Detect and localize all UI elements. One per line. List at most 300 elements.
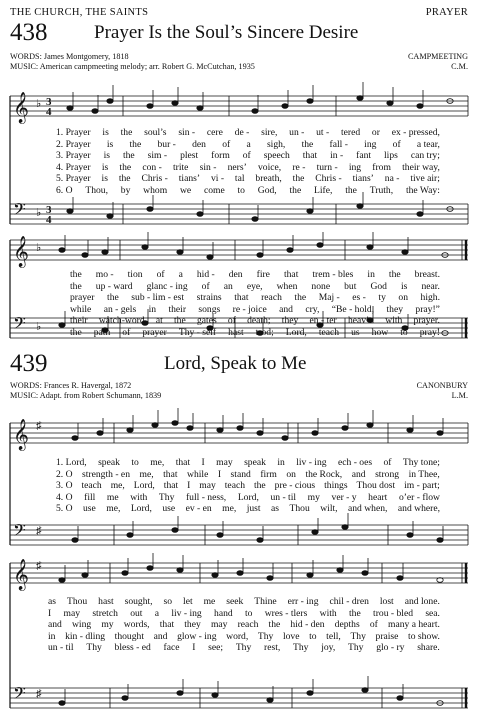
lyric-syllable: glo - ry <box>376 642 405 654</box>
lyric-syllable: me, <box>110 480 125 492</box>
lyric-syllable: face <box>163 642 180 654</box>
verse-line <box>48 596 440 608</box>
lyric-syllable: in <box>48 630 56 642</box>
lyric-syllable: may <box>199 480 216 492</box>
lyric-syllable: fall - <box>329 138 348 150</box>
verse-line <box>70 281 440 293</box>
tune-name: CAMPMEETING <box>407 52 468 61</box>
lyric-syllable: in <box>148 303 157 315</box>
hymn-number: 439 <box>10 350 48 377</box>
lyric-syllable: Maj - <box>318 292 340 304</box>
lyric-syllable: 5. Prayer <box>56 173 91 185</box>
lyric-syllable: of <box>369 619 378 631</box>
lyric-syllable: that <box>302 150 318 162</box>
svg-text:♯: ♯ <box>36 560 42 572</box>
lyric-syllable: stretch <box>92 607 118 619</box>
lyric-syllable: firm <box>260 468 277 480</box>
lyric-syllable: with <box>130 491 148 503</box>
lyric-syllable: fill <box>84 491 96 503</box>
lyric-syllable: is <box>106 138 114 150</box>
lyric-syllable: glow - ing <box>177 630 217 642</box>
lyric-syllable: hand <box>214 607 233 619</box>
verse-line <box>56 150 440 162</box>
lyric-syllable: trod; <box>255 326 274 338</box>
lyric-syllable: ing <box>348 161 362 173</box>
music-credit: MUSIC: Adapt. from Robert Schumann, 1839 <box>10 391 162 400</box>
lyric-syllable: come <box>203 184 225 196</box>
lyric-syllable: they <box>386 303 404 315</box>
lyric-syllable: or <box>371 127 380 138</box>
lyric-syllable: turn - <box>316 161 338 173</box>
svg-text:𝄢: 𝄢 <box>13 199 26 223</box>
lyric-syllable: me <box>203 596 216 607</box>
svg-text:𝄢: 𝄢 <box>13 313 26 337</box>
lyric-syllable: watch-word <box>98 315 145 327</box>
lyric-syllable: me, <box>222 503 237 515</box>
lyric-syllable: Thou <box>66 596 88 607</box>
lyric-syllable: soul’s <box>144 127 167 138</box>
lyric-syllable: me, <box>139 468 154 480</box>
lyric-syllable: o’er - flow <box>398 491 440 503</box>
lyric-syllable: a <box>178 269 183 280</box>
lyric-syllable: to <box>400 326 408 338</box>
lyric-syllable: cry, <box>305 303 320 315</box>
words-credit: WORDS: James Montgomery, 1818 <box>10 52 129 61</box>
svg-text:𝄞: 𝄞 <box>13 92 29 123</box>
lyric-syllable: and when, <box>348 503 388 515</box>
lyric-syllable: im - part; <box>404 480 440 492</box>
hymn-title: Prayer Is the Soul’s Sincere Desire <box>94 22 359 43</box>
lyric-syllable: many a heart. <box>388 619 440 631</box>
music-system <box>0 553 480 719</box>
lyric-syllable: trem - bles <box>312 269 354 280</box>
lyric-syllable: ev - en <box>185 503 212 515</box>
lyric-syllable: es - <box>352 292 366 304</box>
verse-line <box>48 619 440 631</box>
lyric-syllable: wres - tlers <box>264 607 308 619</box>
lyric-syllable: cere <box>206 127 223 138</box>
lyric-syllable: tion <box>127 269 143 280</box>
lyric-syllable: they <box>281 315 299 327</box>
lyric-syllable: un - <box>289 127 305 138</box>
lyric-syllable: their way, <box>402 161 440 173</box>
lyric-syllable: the <box>292 173 305 185</box>
verse-lyrics <box>56 457 440 515</box>
lyric-syllable: thought <box>114 630 144 642</box>
lyric-syllable: eye, <box>246 280 263 292</box>
lyric-syllable: with <box>385 315 403 327</box>
lyric-syllable: tell, <box>326 630 341 642</box>
lyric-syllable: God, <box>257 184 277 196</box>
svg-text:♭: ♭ <box>36 207 42 219</box>
lyric-syllable: 2. O <box>56 468 73 480</box>
verse-line <box>70 269 440 281</box>
lyric-syllable: when <box>276 280 298 292</box>
lyric-syllable: on <box>286 468 296 480</box>
lyric-syllable: use <box>162 503 176 515</box>
lyric-syllable: the <box>122 150 135 162</box>
lyric-syllable: while <box>187 468 209 480</box>
lyric-syllable: of <box>383 457 392 468</box>
lyric-syllable: heav’n <box>347 315 375 327</box>
verse-line <box>56 503 440 515</box>
lyric-syllable: the Way: <box>405 184 440 196</box>
lyric-syllable: Thine <box>254 596 277 607</box>
lyric-syllable: that <box>163 480 179 492</box>
lyric-syllable: my <box>307 491 320 503</box>
lyric-syllable: ex - pressed, <box>391 127 440 138</box>
lyric-syllable: so <box>163 596 173 607</box>
lyric-syllable: let <box>183 596 193 607</box>
lyric-syllable: of <box>242 150 251 162</box>
verse-line <box>56 480 440 492</box>
running-header-left: THE CHURCH, THE SAINTS <box>10 7 149 18</box>
lyric-syllable: of <box>156 269 165 280</box>
lyric-syllable: Thy <box>350 630 366 642</box>
lyric-syllable: to <box>237 184 245 196</box>
lyric-syllable: speak <box>244 457 266 468</box>
lyric-syllable: to <box>131 457 139 468</box>
lyric-syllable: the <box>345 184 357 196</box>
lyric-syllable: seek <box>226 596 244 607</box>
meter: L.M. <box>451 391 468 400</box>
lyric-syllable: the <box>70 269 82 280</box>
lyric-syllable: ing <box>364 138 377 150</box>
lyric-syllable: the <box>119 161 132 173</box>
lyric-syllable: fire <box>256 269 270 280</box>
svg-text:4: 4 <box>46 214 52 226</box>
lyric-syllable: wing <box>72 619 92 631</box>
lyric-syllable: trou - bled <box>373 607 414 619</box>
verse-line <box>56 127 440 139</box>
lyric-syllable: 1. Lord, <box>56 457 87 468</box>
lyric-syllable: as <box>48 596 56 607</box>
lyric-syllable: I <box>201 457 205 468</box>
lyric-syllable: ty <box>378 292 386 304</box>
lyric-syllable: and where, <box>397 503 440 515</box>
svg-text:𝄞: 𝄞 <box>13 419 29 450</box>
lyric-syllable: share. <box>417 642 440 654</box>
verse-line <box>56 457 440 469</box>
lyric-syllable: liv - ing <box>296 457 327 468</box>
lyric-syllable: 3. O <box>56 480 73 492</box>
lyric-syllable: kin - dling <box>65 630 106 642</box>
lyric-syllable: and <box>279 303 293 315</box>
lyric-syllable: death; <box>247 315 271 327</box>
lyric-syllable: plest <box>180 150 199 162</box>
lyric-syllable: their <box>70 315 88 327</box>
lyric-syllable: sought, <box>124 596 153 607</box>
lyric-syllable: 2. Prayer <box>56 138 91 150</box>
lyric-syllable: the <box>268 619 281 631</box>
lyric-syllable: sea. <box>425 607 440 619</box>
lyric-syllable: may <box>216 457 233 468</box>
lyric-syllable: Truth, <box>369 184 394 196</box>
lyric-syllable: from <box>372 161 391 173</box>
lyric-syllable: see; <box>208 642 224 654</box>
lyric-syllable: liv - ing <box>171 607 202 619</box>
verse-line <box>48 631 440 643</box>
lyric-syllable: prayer. <box>413 315 440 327</box>
svg-text:𝄢: 𝄢 <box>13 520 26 544</box>
lyric-syllable: none <box>311 280 331 292</box>
lyric-syllable: voice, <box>257 161 282 173</box>
lyric-syllable: in Thee, <box>408 468 440 480</box>
verse-line <box>70 315 440 327</box>
lyric-syllable: Thy <box>348 642 364 654</box>
lyric-syllable: sire, <box>261 127 278 138</box>
lyric-syllable: up - ward <box>95 280 133 292</box>
lyric-syllable: teach <box>224 480 246 492</box>
svg-text:𝄞: 𝄞 <box>13 559 29 590</box>
lyric-syllable: en - ter <box>309 315 337 327</box>
svg-text:𝄞: 𝄞 <box>13 236 29 267</box>
lyric-syllable: Lord, <box>237 491 259 503</box>
lyric-syllable: 3. Prayer <box>56 150 91 162</box>
verse-line <box>48 642 440 654</box>
lyric-syllable: of <box>222 138 231 150</box>
lyric-syllable: trite <box>172 161 189 173</box>
lyric-syllable: we <box>179 184 192 196</box>
lyric-syllable: is <box>401 280 408 292</box>
lyric-syllable: the <box>118 173 131 185</box>
lyric-syllable: rest, <box>264 642 281 654</box>
lyric-syllable: to <box>244 607 253 619</box>
lyric-syllable: I <box>217 468 222 480</box>
lyric-syllable: pray!” <box>415 303 440 315</box>
lyric-syllable: tive air; <box>410 173 440 185</box>
music-system <box>0 401 480 553</box>
lyric-syllable: wilt, <box>320 503 338 515</box>
lyric-syllable: by <box>120 184 131 196</box>
lyric-syllable: Thou, <box>85 184 108 196</box>
lyric-syllable: at <box>155 315 163 327</box>
lyric-syllable: con - <box>142 161 162 173</box>
lyric-syllable: Thy - self <box>178 326 217 338</box>
lyric-syllable: the <box>107 292 119 304</box>
lyric-syllable: den <box>228 269 243 280</box>
lyric-syllable: Lord, <box>130 503 152 515</box>
lyric-syllable: of <box>201 280 210 292</box>
lyric-syllable: with <box>319 607 337 619</box>
lyric-syllable: that <box>163 468 178 480</box>
lyric-syllable: teach <box>318 326 340 338</box>
lyric-syllable: teach <box>81 480 102 492</box>
lyric-syllable: the <box>289 184 302 196</box>
lyric-syllable: words, <box>123 619 150 631</box>
lyric-syllable: sigh, <box>266 138 286 150</box>
lyric-syllable: tians’ <box>352 173 374 185</box>
lyric-syllable: me, <box>106 503 121 515</box>
verse-line <box>56 173 440 185</box>
lyric-syllable: 4. Prayer <box>56 161 91 173</box>
lyric-syllable: an - gels <box>103 303 137 315</box>
lyric-syllable: lips <box>384 150 398 162</box>
verse-line <box>56 469 440 481</box>
verse-line <box>56 492 440 504</box>
verse-line <box>70 292 440 304</box>
lyric-syllable: the <box>388 269 401 280</box>
lyric-syllable: joy, <box>321 642 336 654</box>
lyric-syllable: mo - <box>95 269 114 280</box>
lyric-syllable: tal <box>234 173 245 185</box>
lyric-syllable: Chris - <box>315 173 342 185</box>
lyric-syllable: to show. <box>408 630 440 642</box>
hymn-title: Lord, Speak to Me <box>164 353 307 374</box>
lyric-syllable: of <box>227 315 236 327</box>
lyric-syllable: stand <box>230 468 251 480</box>
running-header-right: PRAYER <box>425 7 468 18</box>
lyric-syllable: near. <box>421 280 440 292</box>
lyric-syllable: us <box>351 326 360 338</box>
lyric-syllable: “Be - hold, <box>331 303 375 315</box>
svg-text:♯: ♯ <box>36 420 42 432</box>
lyric-syllable: Lord, <box>133 480 155 492</box>
music-system <box>0 232 480 344</box>
lyric-syllable: is <box>101 161 109 173</box>
lyric-syllable: strength - en <box>82 468 130 480</box>
lyric-syllable: they <box>184 619 201 631</box>
lyric-syllable: Thy <box>235 642 252 654</box>
lyric-syllable: hast <box>228 326 244 338</box>
svg-text:3: 3 <box>46 204 52 216</box>
lyric-syllable: prayer <box>70 292 95 304</box>
lyric-syllable: tered <box>340 127 361 138</box>
lyric-syllable: lost <box>379 596 394 607</box>
lyric-syllable: out <box>130 607 143 619</box>
lyric-syllable: to <box>309 630 317 642</box>
lyric-syllable: sin - <box>199 161 217 173</box>
verse-line <box>56 185 440 197</box>
lyric-syllable: the Rock, <box>305 468 343 480</box>
lyric-syllable: use <box>82 503 96 515</box>
lyric-syllable: ut - <box>316 127 330 138</box>
lyric-syllable: un - til <box>270 491 297 503</box>
lyric-syllable: that <box>234 292 249 304</box>
verse-line <box>70 304 440 316</box>
lyric-syllable: na - <box>384 173 400 185</box>
music-system <box>0 72 480 232</box>
lyric-syllable: Lord, <box>285 326 307 338</box>
lyric-syllable: fant <box>356 150 372 162</box>
lyric-syllable: breath, <box>255 173 282 185</box>
lyric-syllable: the <box>70 326 82 338</box>
lyric-syllable: in - <box>330 150 344 162</box>
lyric-syllable: me <box>106 491 119 503</box>
lyric-syllable: in <box>277 457 285 468</box>
lyric-syllable: is <box>101 173 108 185</box>
lyric-syllable: may <box>63 607 81 619</box>
lyric-syllable: gates <box>196 315 217 327</box>
lyric-syllable: I <box>187 480 191 492</box>
svg-text:♭: ♭ <box>36 98 42 110</box>
lyric-syllable: whom <box>143 184 168 196</box>
lyric-syllable: word, <box>226 630 249 642</box>
lyric-syllable: of <box>392 138 401 150</box>
verse-lyrics <box>70 269 440 339</box>
lyric-syllable: pray! <box>419 326 440 338</box>
lyric-syllable: Thou dost <box>356 480 396 492</box>
lyric-syllable: hid - <box>196 269 215 280</box>
lyric-syllable: a <box>154 607 160 619</box>
lyric-syllable: bless - ed <box>114 642 151 654</box>
lyric-syllable: and <box>153 630 168 642</box>
lyric-syllable: bur - <box>157 138 176 150</box>
lyric-syllable: I <box>48 607 52 619</box>
lyric-syllable: Thy <box>293 642 309 654</box>
svg-text:♭: ♭ <box>36 242 42 254</box>
lyric-syllable: the <box>349 607 361 619</box>
lyric-syllable: of <box>122 326 131 338</box>
lyric-syllable: but <box>344 280 357 292</box>
verse-lyrics <box>48 596 440 654</box>
lyric-syllable: ners’ <box>227 161 247 173</box>
lyric-syllable: ver - y <box>331 491 357 503</box>
lyric-syllable: songs <box>198 303 221 315</box>
lyric-syllable: heart <box>368 491 388 503</box>
lyric-syllable: the <box>120 127 133 138</box>
lyric-syllable: as <box>271 503 280 515</box>
lyric-syllable: me, <box>150 457 165 468</box>
lyric-syllable: form <box>211 150 230 162</box>
lyric-syllable: the <box>253 480 266 492</box>
lyric-syllable: an <box>223 280 233 292</box>
lyric-syllable: glanc - ing <box>146 280 188 292</box>
lyric-syllable: that <box>283 269 299 280</box>
music-credit: MUSIC: American campmeeting melody; arr. Robert G. McCutchan, 1935 <box>10 62 255 71</box>
lyric-syllable: full - ness, <box>185 491 227 503</box>
lyric-syllable: err - ing <box>287 596 319 607</box>
lyric-syllable: that <box>175 457 191 468</box>
lyric-syllable: hast <box>98 596 114 607</box>
lyric-syllable: while <box>70 303 92 315</box>
lyric-syllable: that <box>159 619 175 631</box>
lyric-syllable: reach <box>237 619 259 631</box>
lyric-syllable: den <box>192 138 206 150</box>
lyric-syllable: the <box>70 280 82 292</box>
lyric-syllable: can try; <box>410 150 440 162</box>
lyric-syllable: and lone. <box>404 596 440 607</box>
lyric-syllable: pre - cious <box>274 480 316 492</box>
lyric-syllable: I <box>192 642 196 654</box>
lyric-syllable: love <box>282 630 300 642</box>
tune-name: CANONBURY <box>416 381 468 390</box>
lyric-syllable: is <box>103 150 110 162</box>
verse-line <box>56 162 440 174</box>
lyric-syllable: de - <box>234 127 250 138</box>
lyric-syllable: may <box>210 619 228 631</box>
lyric-syllable: sub - lim - est <box>131 292 185 304</box>
svg-text:4: 4 <box>46 106 52 118</box>
svg-text:♯: ♯ <box>36 688 42 700</box>
lyric-syllable: Chris - <box>141 173 168 185</box>
lyric-syllable: their <box>168 303 187 315</box>
lyric-syllable: tians’ <box>178 173 201 185</box>
verse-line <box>56 139 440 151</box>
lyric-syllable: ech - oes <box>337 457 373 468</box>
lyric-syllable: praise <box>375 630 399 642</box>
svg-text:3: 3 <box>46 96 52 108</box>
lyric-syllable: Life, <box>314 184 333 196</box>
lyric-syllable: Thy <box>257 630 274 642</box>
lyric-syllable: how <box>371 326 389 338</box>
svg-text:𝄢: 𝄢 <box>13 683 26 707</box>
lyric-syllable: the <box>294 292 307 304</box>
lyric-syllable: things <box>324 480 348 492</box>
lyric-syllable: depths <box>334 619 360 631</box>
lyric-syllable: the <box>129 138 142 150</box>
lyric-syllable: my <box>101 619 114 631</box>
